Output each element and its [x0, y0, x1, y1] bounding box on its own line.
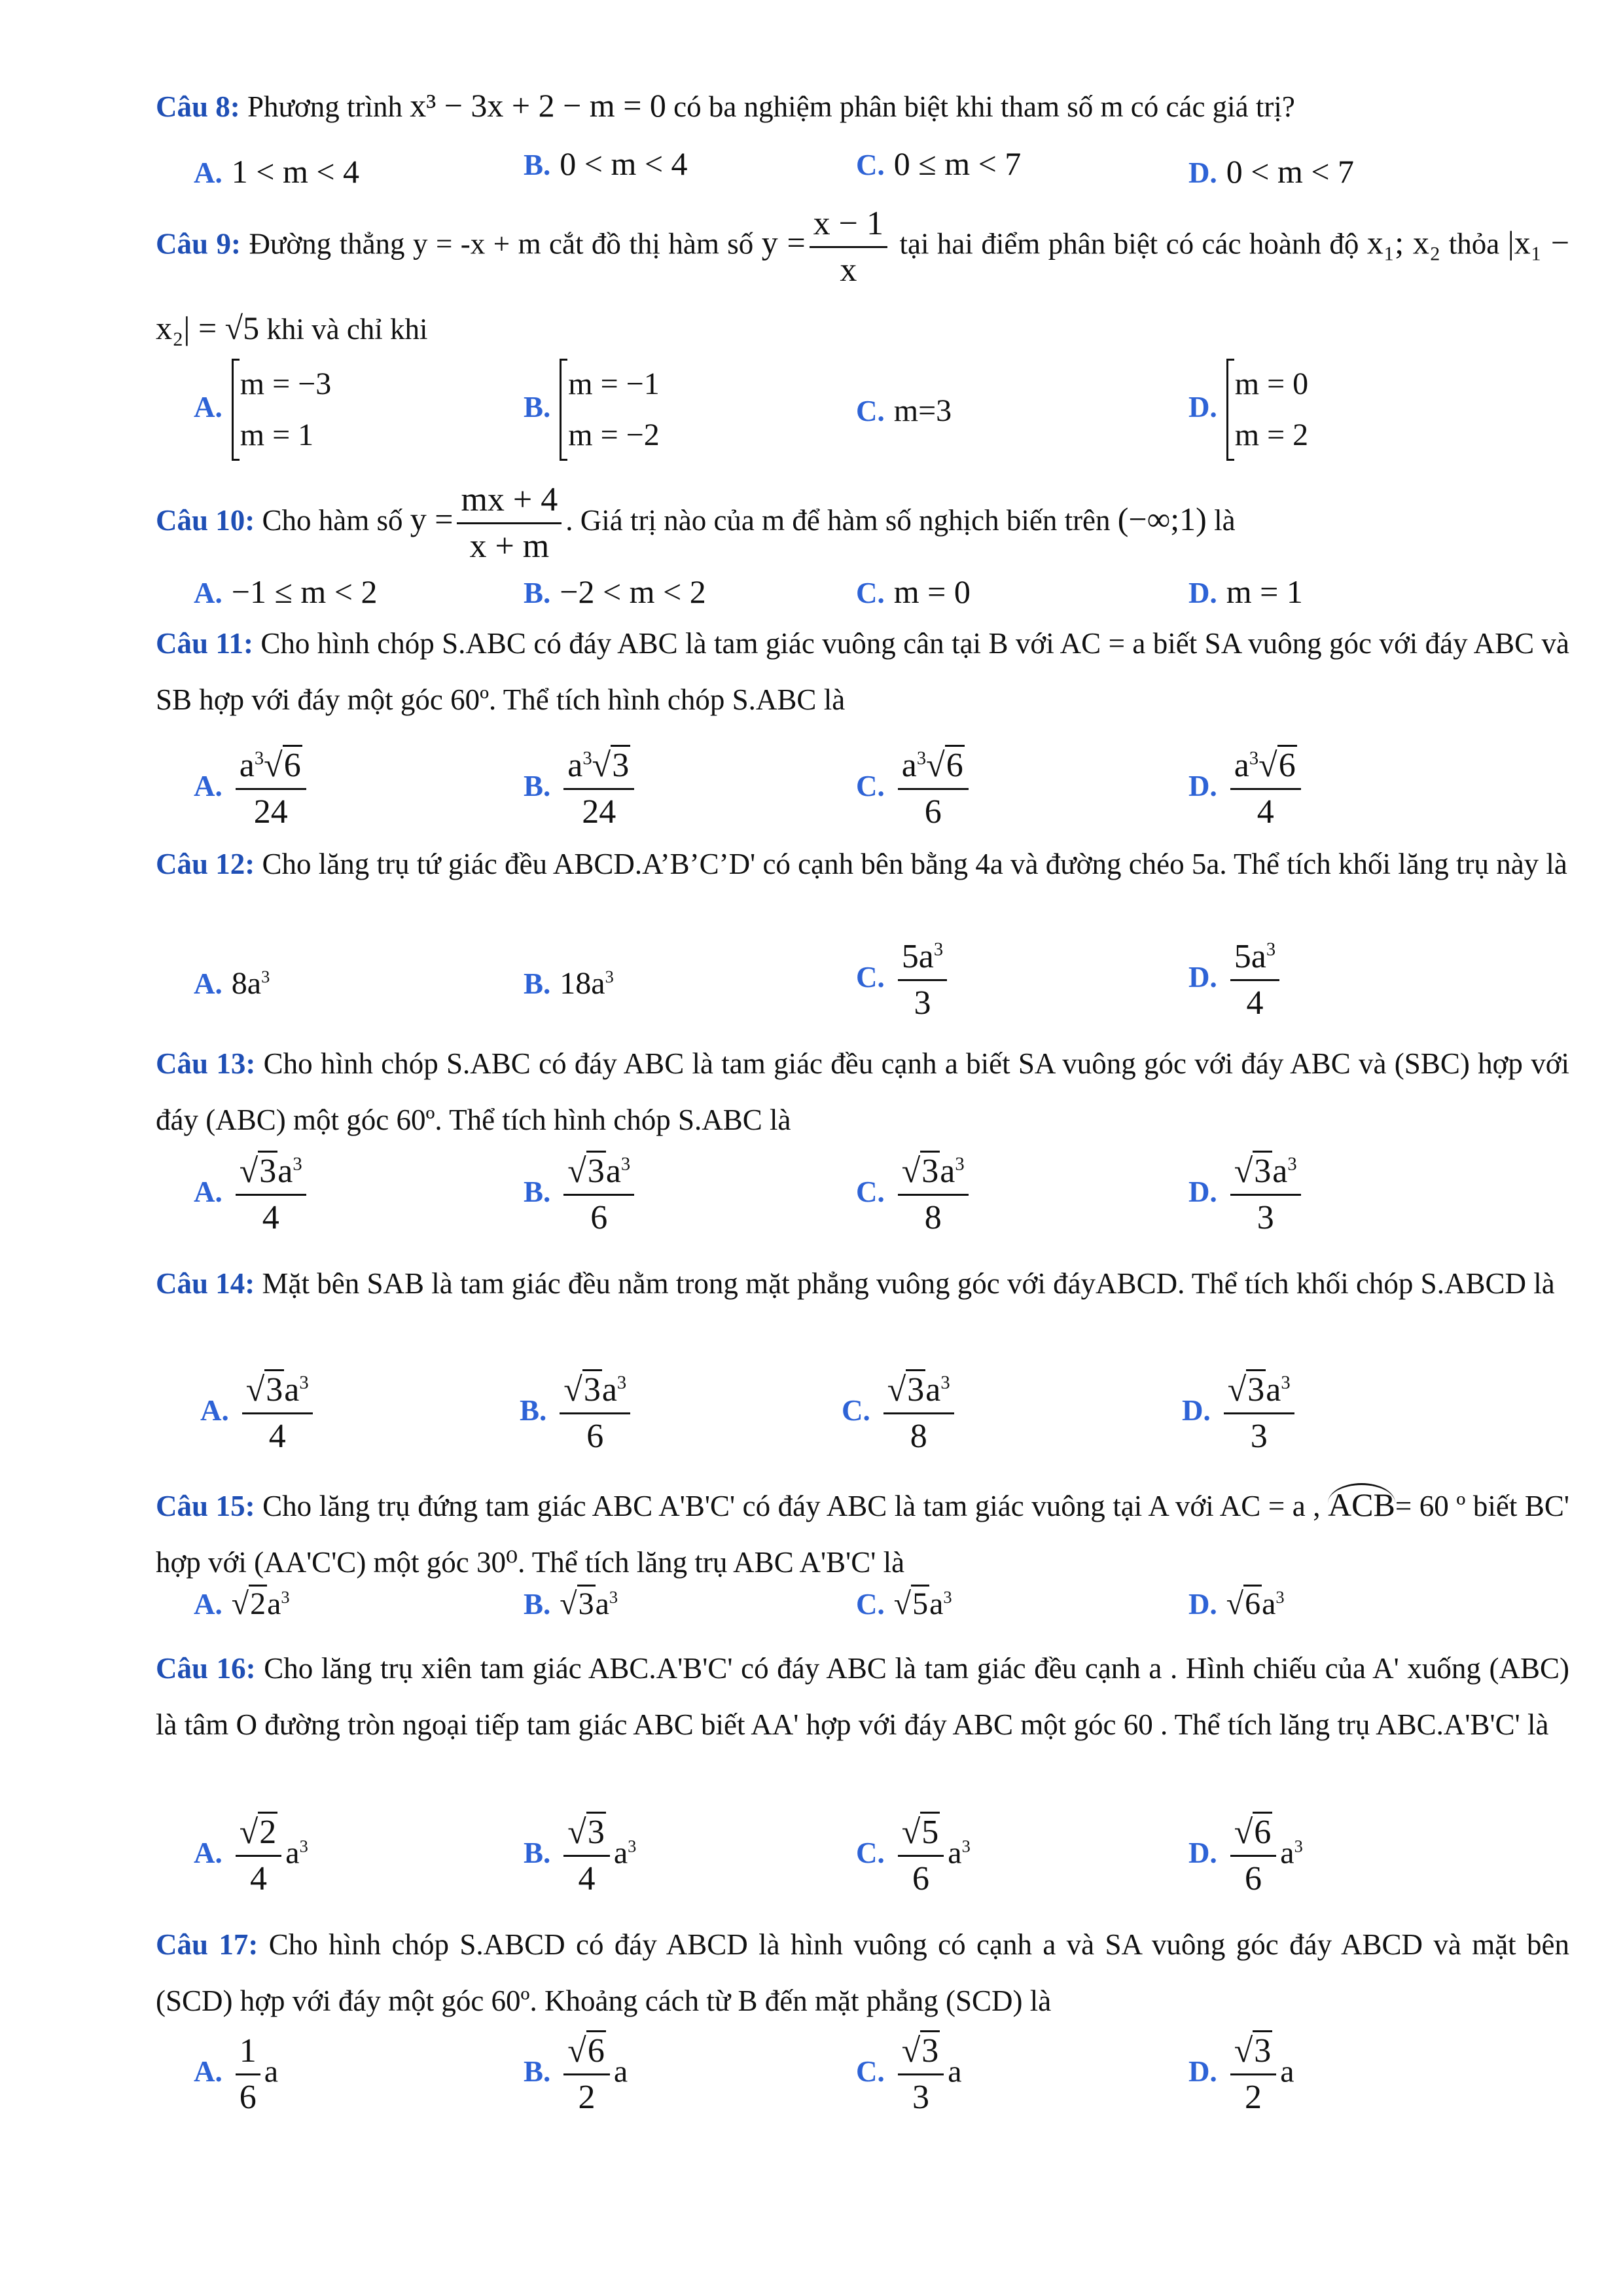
question-9	[156, 204, 1569, 367]
fraction-denominator: x	[840, 251, 857, 289]
option-letter: B.	[524, 1588, 551, 1621]
option-fraction: $\frac{√3a^3}{4}$	[236, 1152, 306, 1238]
option-d[interactable]	[1188, 572, 1303, 613]
option-letter: A.	[194, 2055, 223, 2089]
option-fraction: $\frac{1}{6}$	[236, 2032, 260, 2117]
option-letter: C.	[856, 577, 885, 609]
option-value: −1 ≤ m < 2	[231, 573, 378, 610]
question-label: Câu 9:	[156, 227, 241, 260]
option-letter: C.	[856, 1837, 885, 1870]
option-b[interactable]	[524, 746, 638, 832]
option-a[interactable]: A. $\frac{√2}{4}$ $a^3$	[194, 1813, 308, 1899]
option-b[interactable]: B. $\frac{√3}{4}$ $a^3$	[524, 1813, 636, 1899]
option-value: $√6a^3$	[1226, 1587, 1285, 1621]
option-fraction: $\frac{√3}{2}$	[1230, 2032, 1277, 2117]
option-fraction: $\frac{√3a^3}{3}$	[1230, 1152, 1301, 1238]
option-d[interactable]	[1188, 359, 1308, 461]
question-11	[156, 615, 1569, 728]
option-letter: A.	[200, 1394, 229, 1427]
option-value: 1 < m < 4	[231, 153, 360, 190]
question-text: Cho lăng trụ tứ giác đều ABCD.A’B’C’D' có cạnh bên bằng 4a và đường chéo 5a. Thể tích khối lăng trụ này là	[262, 848, 1567, 880]
option-fraction: $\frac{√5}{6}$	[898, 1813, 944, 1899]
option-c[interactable]	[856, 937, 951, 1023]
question-13	[156, 1035, 1569, 1148]
option-letter: D.	[1188, 961, 1217, 994]
option-fraction: $\frac{√3}{4}$	[563, 1813, 610, 1899]
option-b[interactable]: B. $\frac{√6}{2}$ a	[524, 2032, 628, 2117]
option-fraction: $\frac{a^3√6}{24}$	[236, 746, 306, 832]
option-value: $8a^3$	[231, 966, 270, 1001]
question-text: khi và chỉ khi	[266, 312, 428, 346]
option-value: $√3a^3$	[560, 1587, 618, 1621]
option-b[interactable]	[520, 1371, 634, 1456]
question-text: tại hai điểm phân biệt có các hoành độ	[899, 227, 1359, 260]
option-fraction: $\frac{√3}{3}$	[898, 2032, 944, 2117]
option-letter: C.	[856, 395, 885, 427]
option-letter: C.	[856, 149, 885, 181]
option-fraction: $\frac{√6}{2}$	[563, 2032, 610, 2117]
question-text: Cho lăng trụ xiên tam giác ABC.A'B'C' có đáy ABC là tam giác đều cạnh a . Hình chiếu của A' xuống (ABC) là tâm O đường tròn ngoại tiếp tam giác ABC biết AA' hợp với đáy ABC một góc 60 . Thể tích lăng trụ ABC.A'B'C' là	[156, 1652, 1570, 1741]
option-value: m = 1	[1226, 573, 1303, 610]
question-text: . Giá trị nào của m để hàm số nghịch biến trên	[565, 504, 1111, 537]
option-letter: C.	[856, 2055, 885, 2089]
option-a[interactable]	[194, 1577, 290, 1624]
option-d[interactable]: D. $\frac{√3}{2}$ a	[1188, 2032, 1294, 2117]
option-letter: A.	[194, 391, 223, 424]
option-fraction: $\frac{√3a^3}{4}$	[242, 1371, 313, 1456]
option-fraction: $\frac{√3a^3}{8}$	[883, 1371, 954, 1456]
question-text: thỏa	[1448, 227, 1500, 260]
condition: |x₁ − x₂| = √5	[156, 224, 1570, 346]
option-a[interactable]	[194, 1152, 310, 1238]
option-a[interactable]	[194, 572, 377, 613]
fraction-denominator: x + m	[469, 528, 550, 565]
question-text: = 60 º biết BC' hợp với (AA'C'C) một góc 30⁰. Thể tích lăng trụ ABC A'B'C' là	[156, 1490, 1570, 1579]
system-line: m = −1	[568, 367, 660, 401]
question-label: Câu 17:	[156, 1928, 259, 1961]
question-text: Cho hình chóp S.ABCD có đáy ABCD là hình vuông có cạnh a và SA vuông góc đáy ABCD và mặt bên (SCD) hợp với đáy một góc 60º. Khoảng cách từ B đến mặt phẳng (SCD) là	[156, 1928, 1570, 2017]
option-a[interactable]	[194, 957, 270, 1003]
function-lhs: y =	[410, 501, 454, 537]
option-c[interactable]	[856, 572, 971, 613]
system-line: m = 1	[240, 418, 314, 452]
option-letter: D.	[1182, 1394, 1211, 1427]
option-letter: B.	[520, 1394, 547, 1427]
option-value: $√2a^3$	[232, 1587, 290, 1621]
option-fraction: $\frac{√6}{6}$	[1230, 1813, 1277, 1899]
option-d[interactable]	[1188, 152, 1354, 192]
question-text: Cho hình chóp S.ABC có đáy ABC là tam giác đều cạnh a biết SA vuông góc với đáy ABC và (SBC) hợp với đáy (ABC) một góc 60º. Thể tích hình chóp S.ABC là	[156, 1047, 1570, 1136]
option-system	[232, 359, 331, 461]
question-17	[156, 1916, 1569, 2029]
option-letter: A.	[194, 1175, 223, 1209]
option-fraction: $\frac{√2}{4}$	[236, 1813, 282, 1899]
option-fraction: $\frac{√3a^3}{8}$	[898, 1152, 969, 1238]
question-text: Cho hàm số	[262, 504, 403, 537]
option-letter: B.	[524, 770, 551, 803]
function-fraction	[457, 480, 562, 566]
option-letter: D.	[1188, 1588, 1217, 1621]
option-fraction: $\frac{a^3√3}{24}$	[563, 746, 634, 832]
question-text: có ba nghiệm phân biệt khi tham số m có các giá trị?	[673, 90, 1295, 123]
function-fraction	[810, 204, 887, 290]
option-b[interactable]	[524, 359, 660, 461]
option-letter: B.	[524, 577, 551, 609]
option-fraction: $\frac{a^3√6}{6}$	[898, 746, 969, 832]
question-15	[156, 1477, 1569, 1590]
option-letter: B.	[524, 2055, 551, 2089]
option-letter: D.	[1188, 1175, 1217, 1209]
option-fraction: $\frac{√3a^3}{6}$	[560, 1371, 630, 1456]
option-d[interactable]	[1188, 1152, 1305, 1238]
option-letter: D.	[1188, 156, 1217, 189]
option-value: m=3	[893, 393, 952, 428]
option-a[interactable]	[194, 359, 331, 461]
option-letter: A.	[194, 1837, 223, 1870]
system-line: m = −3	[240, 367, 332, 401]
option-d[interactable]: D. $\frac{√6}{6}$ $a^3$	[1188, 1813, 1303, 1899]
option-d[interactable]	[1188, 1577, 1285, 1624]
question-16	[156, 1640, 1569, 1753]
option-letter: C.	[842, 1394, 870, 1427]
option-d[interactable]	[1188, 937, 1283, 1023]
system-line: m = 0	[1234, 367, 1309, 401]
option-system	[560, 359, 659, 461]
option-c[interactable]	[856, 1577, 952, 1624]
option-b[interactable]	[524, 144, 688, 185]
option-letter: C.	[856, 1588, 885, 1621]
question-label: Câu 14:	[156, 1267, 255, 1300]
option-b[interactable]	[524, 572, 706, 613]
option-letter: D.	[1188, 1837, 1217, 1870]
option-fraction: $\frac{5a^3}{3}$	[898, 937, 947, 1023]
option-fraction: $\frac{a^3√6}{4}$	[1230, 746, 1301, 832]
option-c[interactable]	[856, 391, 952, 431]
option-value: $√5a^3$	[894, 1587, 952, 1621]
equation: x³ − 3x + 2 − m = 0	[410, 87, 666, 124]
question-8	[156, 77, 1569, 135]
option-a[interactable]: A. $\frac{1}{6}$ a	[194, 2032, 279, 2116]
option-letter: A.	[194, 967, 223, 1000]
option-c[interactable]	[856, 1152, 972, 1238]
option-letter: C.	[856, 1175, 885, 1209]
question-label: Câu 10:	[156, 504, 255, 537]
option-letter: A.	[194, 770, 223, 803]
option-letter: D.	[1188, 391, 1217, 424]
option-b[interactable]	[524, 1577, 618, 1624]
question-text: là	[1214, 504, 1236, 537]
option-letter: D.	[1188, 770, 1217, 803]
fraction-numerator: mx + 4	[457, 480, 562, 524]
option-c[interactable]	[842, 1371, 958, 1456]
option-a[interactable]	[194, 152, 359, 192]
question-text: Mặt bên SAB là tam giác đều nằm trong mặt phẳng vuông góc với đáyABCD. Thể tích khối chóp S.ABCD là	[262, 1267, 1555, 1300]
option-value: 0 < m < 4	[560, 145, 688, 182]
option-letter: A.	[194, 1588, 223, 1621]
option-c[interactable]	[856, 746, 972, 832]
angle-name: ACB	[1328, 1483, 1395, 1523]
question-14	[156, 1255, 1569, 1312]
option-letter: B.	[524, 1837, 551, 1870]
question-label: Câu 15:	[156, 1490, 255, 1522]
question-text: Cho hình chóp S.ABC có đáy ABC là tam giác vuông cân tại B với AC = a biết SA vuông góc với đáy ABC và SB hợp với đáy một góc 60º. Thể tích hình chóp S.ABC là	[156, 627, 1569, 716]
option-a[interactable]	[200, 1371, 317, 1456]
option-value: $18a^3$	[560, 966, 614, 1001]
option-b[interactable]	[524, 957, 614, 1003]
option-a[interactable]	[194, 746, 310, 832]
option-d[interactable]	[1188, 746, 1305, 832]
option-fraction: $\frac{√3a^3}{3}$	[1224, 1371, 1294, 1456]
option-value: m = 0	[893, 573, 971, 610]
option-letter: C.	[856, 961, 885, 994]
option-letter: B.	[524, 149, 551, 181]
option-value: −2 < m < 2	[560, 573, 706, 610]
option-c[interactable]	[856, 144, 1021, 185]
option-value: 0 < m < 7	[1226, 153, 1355, 190]
interval: (−∞;1)	[1117, 501, 1207, 537]
option-letter: C.	[856, 770, 885, 803]
question-text: Đường thẳng y = -x + m cắt đồ thị hàm số	[249, 227, 754, 260]
option-letter: A.	[194, 156, 223, 189]
option-d[interactable]	[1182, 1371, 1298, 1456]
option-value: 0 ≤ m < 7	[893, 145, 1022, 182]
system-line: m = −2	[568, 418, 660, 452]
option-b[interactable]	[524, 1152, 638, 1238]
question-label: Câu 13:	[156, 1047, 256, 1080]
variables: x₁; x₂	[1366, 224, 1441, 261]
question-text: Phương trình	[247, 90, 402, 123]
question-10	[156, 476, 1569, 566]
question-label: Câu 11:	[156, 627, 253, 660]
question-12	[156, 842, 1569, 886]
question-label: Câu 12:	[156, 848, 255, 880]
function-lhs: y =	[761, 224, 806, 261]
option-fraction: $\frac{√3a^3}{6}$	[563, 1152, 634, 1238]
question-text: Cho lăng trụ đứng tam giác ABC A'B'C' có đáy ABC là tam giác vuông tại A với AC = a ,	[262, 1490, 1321, 1522]
option-letter: B.	[524, 391, 551, 424]
option-letter: A.	[194, 577, 223, 609]
option-letter: B.	[524, 1175, 551, 1209]
option-c[interactable]: C. $\frac{√5}{6}$ $a^3$	[856, 1813, 971, 1899]
option-letter: B.	[524, 967, 551, 1000]
question-label: Câu 8:	[156, 90, 240, 123]
option-c[interactable]: C. $\frac{√3}{3}$ a	[856, 2032, 962, 2117]
option-fraction: $\frac{5a^3}{4}$	[1230, 937, 1279, 1023]
system-line: m = 2	[1234, 418, 1309, 452]
option-system	[1226, 359, 1308, 461]
option-letter: D.	[1188, 577, 1217, 609]
question-label: Câu 16:	[156, 1652, 256, 1685]
fraction-numerator: x − 1	[810, 204, 887, 248]
option-letter: D.	[1188, 2055, 1217, 2089]
